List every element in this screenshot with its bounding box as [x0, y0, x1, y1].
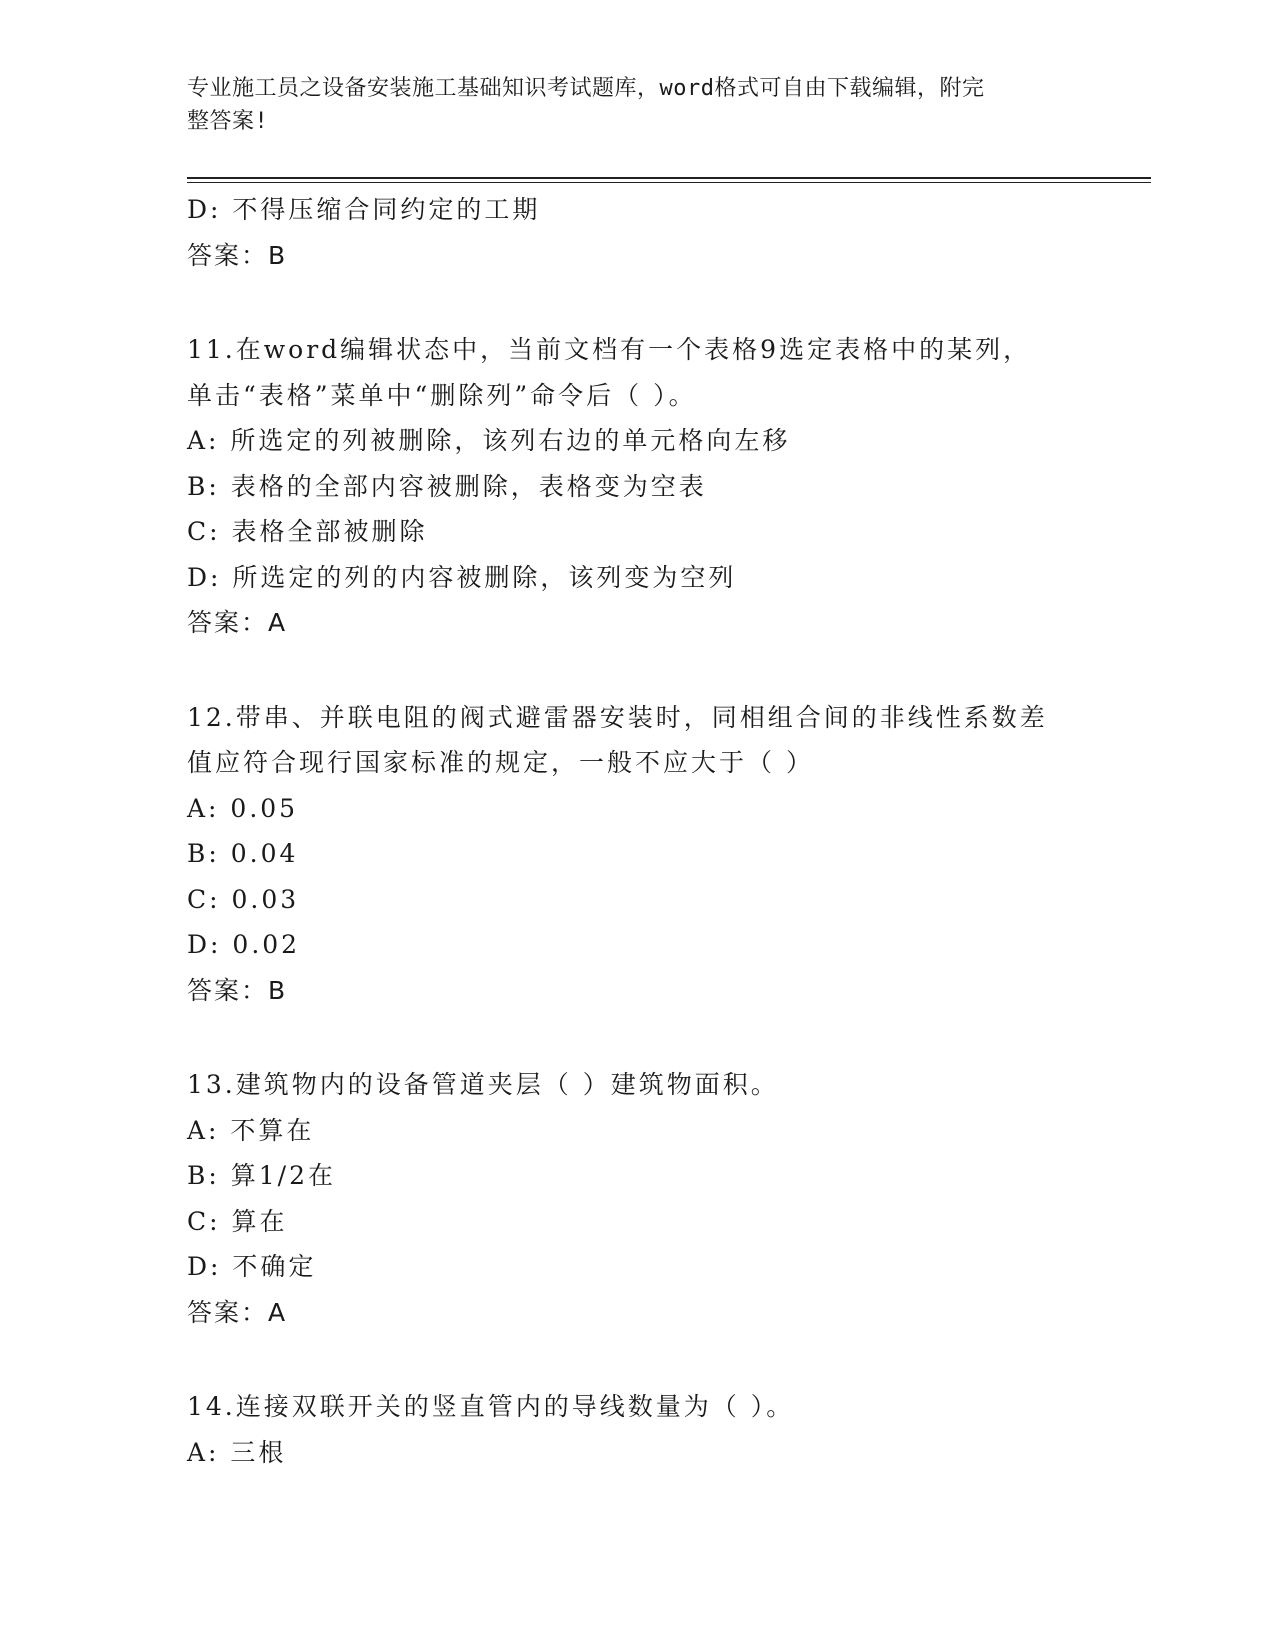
question-list: [187, 187, 1127, 1475]
header-title-line-2: 整答案!: [187, 109, 269, 134]
option-line: A: 所选定的列被删除，该列右边的单元格向左移: [187, 426, 791, 455]
answer-line: 答案：B: [187, 240, 288, 270]
option-line: B: 表格的全部内容被删除，表格变为空表: [187, 471, 707, 501]
question-text: 13.建筑物内的设备管道夹层（ ）建筑物面积。: [187, 1070, 779, 1099]
question-text: 12.带串、并联电阻的阀式避雷器安装时，同相组合间的非线性系数差: [187, 702, 1048, 732]
question-text: 单击“表格”菜单中“删除列”命令后（ ）。: [187, 380, 697, 410]
block-spacer: [187, 1013, 1127, 1062]
question-text: 11.在word编辑状态中，当前文档有一个表格9选定表格中的某列，: [187, 335, 1032, 364]
option-line: B: 0.04: [187, 839, 299, 868]
option-line: D: 不得压缩合同约定的工期: [187, 195, 541, 224]
option-line: D: 所选定的列的内容被删除，该列变为空列: [187, 562, 737, 592]
header-divider-thick: [187, 177, 1151, 179]
question-text: 14.连接双联开关的竖直管内的导线数量为（ ）。: [187, 1392, 795, 1421]
block-spacer: [187, 278, 1127, 327]
header-divider-thin: [187, 182, 1151, 183]
block-spacer: [187, 1335, 1127, 1384]
option-line: A: 不算在: [187, 1115, 315, 1145]
option-line: C: 0.03: [187, 884, 300, 914]
question-text: 值应符合现行国家标准的规定，一般不应大于（ ）: [187, 748, 814, 777]
answer-line: 答案：A: [187, 1297, 288, 1327]
option-line: D: 0.02: [187, 930, 301, 959]
option-line: A: 0.05: [187, 793, 299, 823]
option-line: A: 三根: [187, 1437, 287, 1467]
document-header: [187, 72, 1067, 138]
option-line: D: 不确定: [187, 1252, 317, 1281]
answer-line: 答案：B: [187, 975, 288, 1005]
answer-line: 答案：A: [187, 608, 288, 637]
block-spacer: [187, 646, 1127, 695]
option-line: B: 算1/2在: [187, 1161, 336, 1190]
option-line: C: 表格全部被删除: [187, 517, 428, 546]
option-line: C: 算在: [187, 1206, 288, 1236]
header-title-line-1: 专业施工员之设备安装施工基础知识考试题库，word格式可自由下载编辑，附完: [187, 76, 985, 101]
